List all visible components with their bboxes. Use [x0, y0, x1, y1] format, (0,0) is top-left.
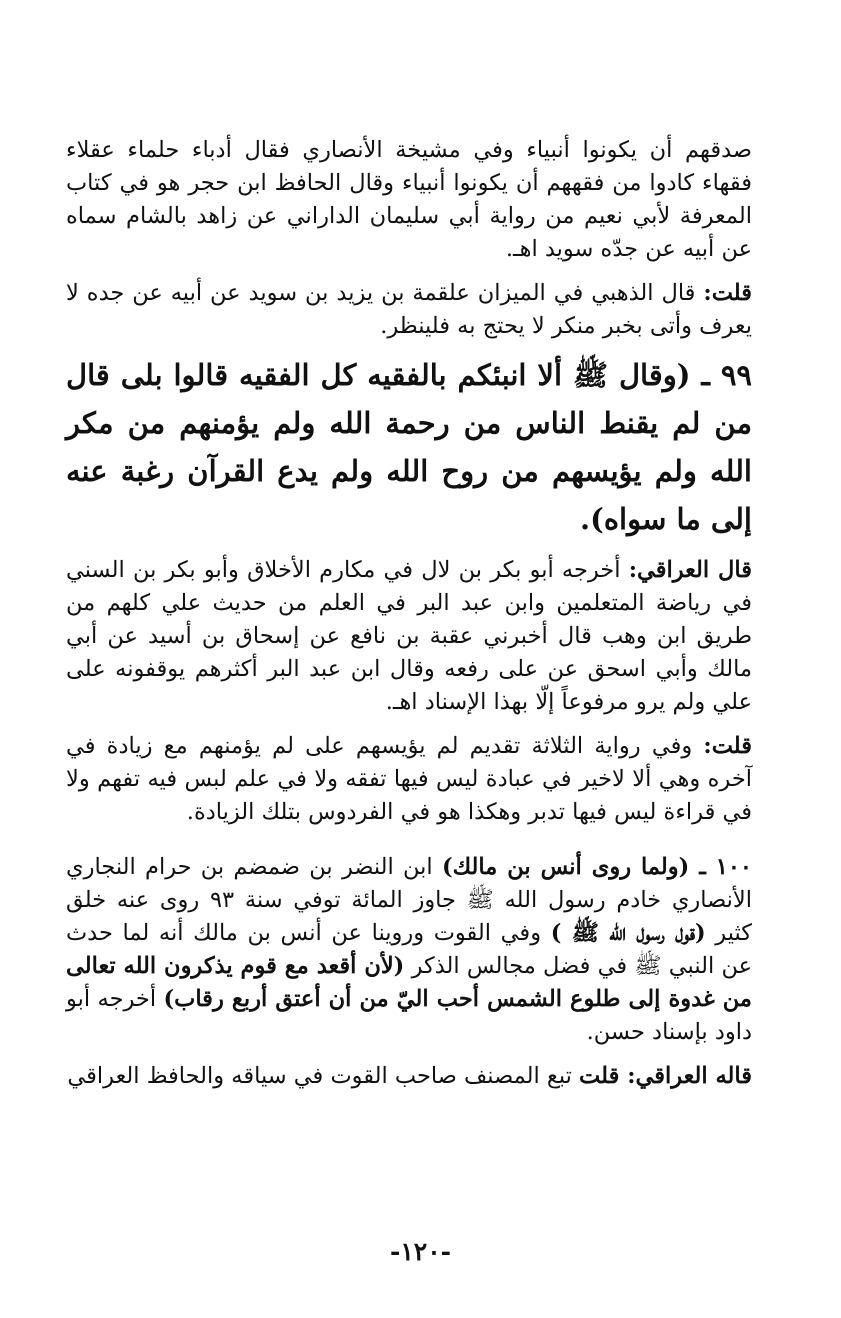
hadith-bold-segment: (لأن أقعد مع قوم يذكرون الله تعالى من غدوة إلى طلوع الشمس أحب اليّ من أن أعتق أربع رقاب) — [66, 953, 752, 1012]
paragraph-note-dhahabi — [66, 277, 752, 343]
note-label: قاله العراقي: — [627, 1063, 752, 1089]
paragraph-text: ابن النضر بن ضمضم بن حرام النجاري الأنصاري خادم رسول الله ﷺ جاوز المائة توفي سنة ٩٣ روى عنه خلق كثير — [66, 854, 753, 946]
page-number: -١٢٠- — [389, 1237, 452, 1266]
note-label-inner: قلت — [579, 1063, 628, 1089]
hadith-text: ٩٩ ـ (وقال ﷺ ألا انبئكم بالفقيه كل الفقيه قالوا بلى قال من لم يقنط الناس من رحمة الله ولم يؤمنهم من مكر الله ولم يؤيسهم من روح الله ولم يدع القرآن رغبة عنه إلى ما سواه). — [66, 358, 752, 536]
note-label: قلت: — [703, 280, 752, 306]
hadith-number: ١٠٠ ـ — [689, 854, 752, 880]
note-label: قلت: — [703, 733, 752, 759]
paragraph-note-three — [66, 730, 752, 829]
note-label: قال العراقي: — [628, 557, 753, 583]
hadith-99-heading — [66, 351, 752, 543]
page-body — [66, 134, 752, 1093]
hadith-bold-segment: (ولما روى أنس بن مالك) — [441, 854, 690, 880]
paragraph-text: أخرجه أبو داود بإسناد حسن. — [66, 986, 752, 1045]
paragraph-text: وفي القوت وروينا عن أنس بن مالك أنه لما حدث عن النبي ﷺ في فضل مجالس الذكر — [66, 920, 753, 979]
hadith-100-paragraph — [66, 851, 752, 1049]
paragraph-text: صدقهم أن يكونوا أنبياء وفي مشيخة الأنصاري فقال أدباء حلماء عقلاء فقهاء كادوا من فقههم أن يكونوا أنبياء وقال الحافظ ابن حجر هو في كتاب المعرفة لأبي نعيم من رواية أبي سليمان الداراني عن زاهد بالشام سماه عن أبيه عن جدّه سويد اهـ. — [66, 137, 752, 262]
paragraph-text: وفي رواية الثلاثة تقديم لم يؤيسهم على لم يؤمنهم مع زيادة في آخره وهي ألا لاخير في عبادة ليس فيها تفقه ولا في علم لبس فيه تفهم ولا في قراءة ليس فيها تدبر وهكذا هو في الفردوس بتلك الزيادة. — [66, 733, 752, 825]
paragraph-iraqi-note — [66, 1060, 752, 1093]
paragraph-text: أخرجه أبو بكر بن لال في مكارم الأخلاق وأبو بكر بن السني في رياضة المتعلمين وابن عبد البر في العلم من حديث علي كلهم من طريق ابن وهب قال أخبرني عقبة بن نافع عن إسحاق بن أسيد عن أبي مالك وأبي اسحق عن على رفعه وقال ابن عبد البر أكثرهم يوقفونه على علي ولم يرو مرفوعاً إلّا بهذا الإسناد اهـ. — [66, 557, 752, 715]
paragraph-iraqi-takhrij — [66, 554, 752, 719]
paragraph-text: تبع المصنف صاحب القوت في سياقه والحافظ العراقي — [67, 1063, 580, 1089]
paragraph-text: قال الذهبي في الميزان علقمة بن يزيد بن سويد عن أبيه عن جده لا يعرف وأتى بخبر منكر لا يحتج به فلينظر. — [66, 280, 752, 339]
hadith-bold-segment: (قول رسول الله ﷺ ) — [550, 920, 706, 946]
paragraph-continuation — [66, 134, 752, 266]
